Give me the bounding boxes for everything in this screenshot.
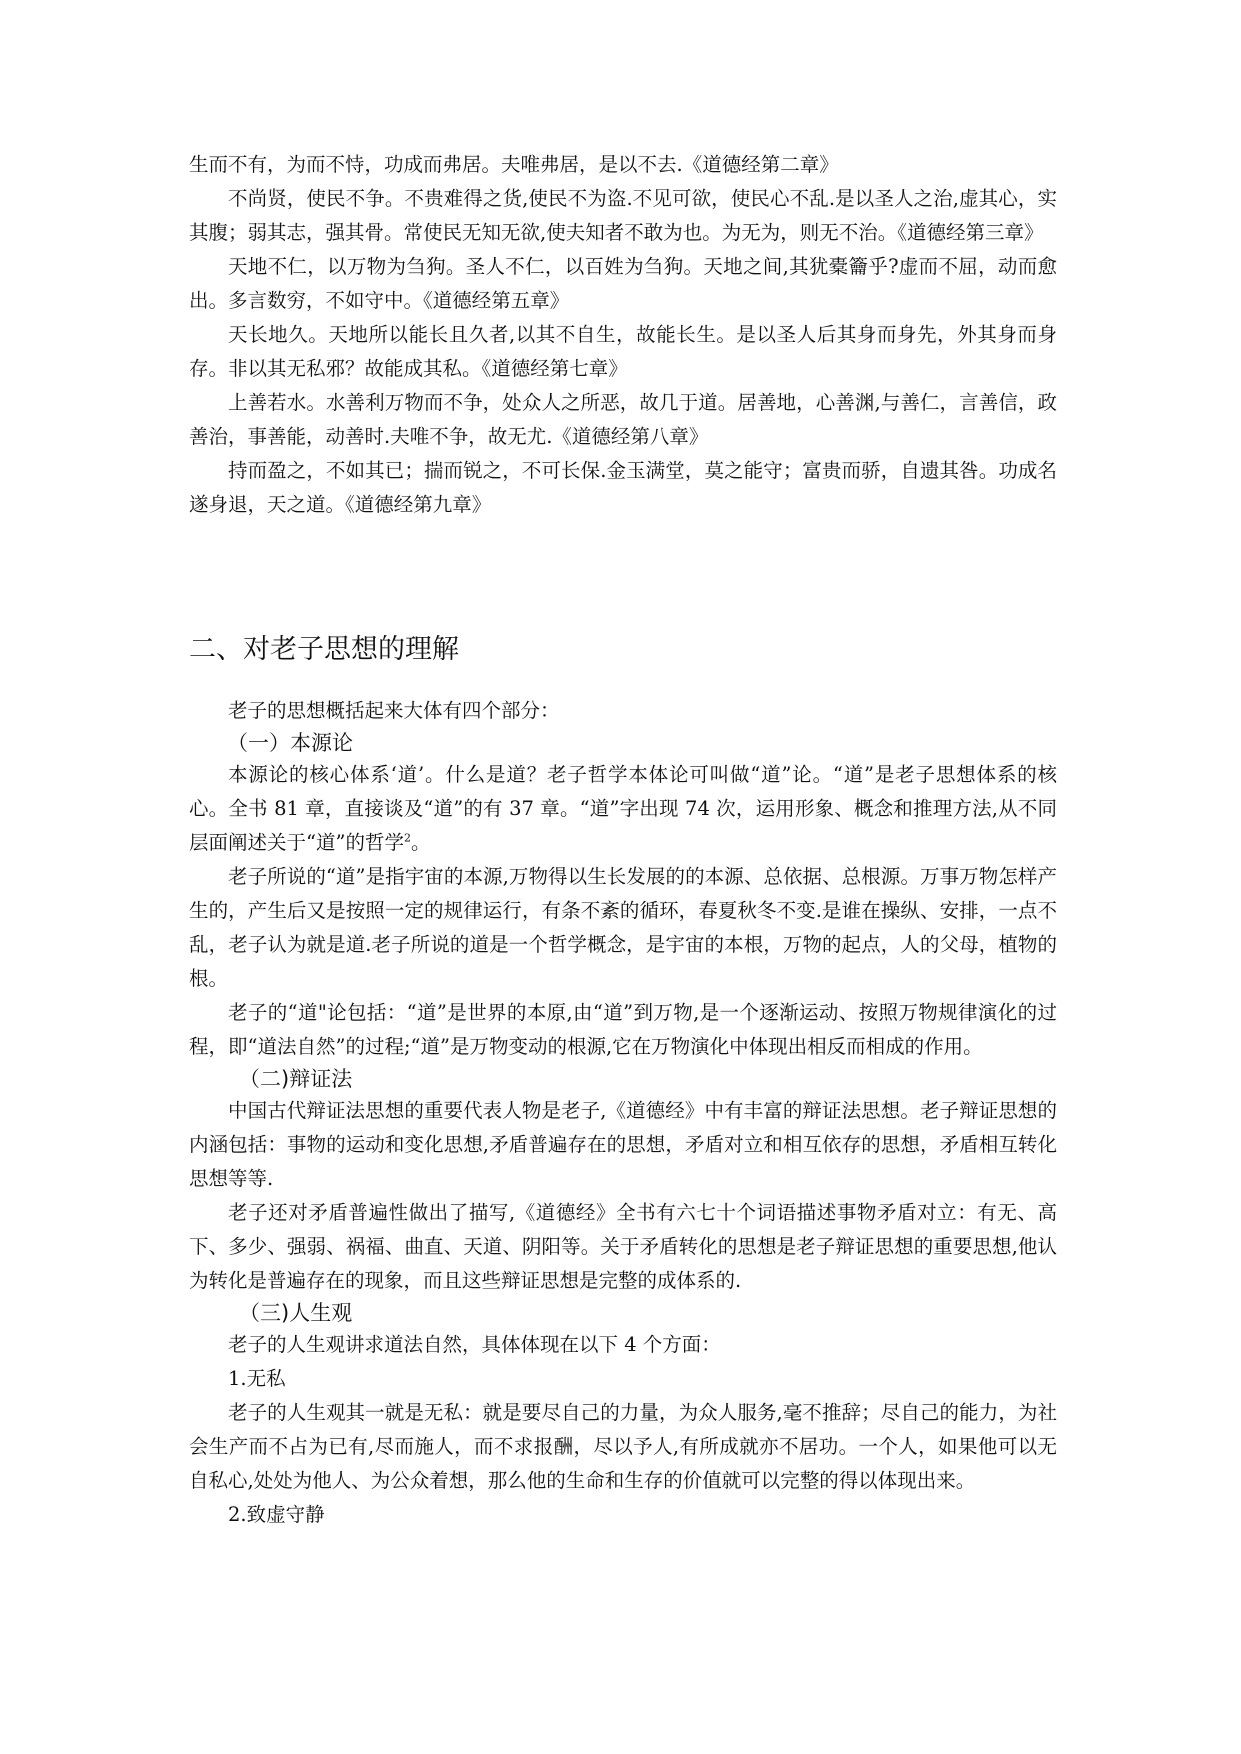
- origin-paragraph-2: 老子所说的“道”是指宇宙的本源,万物得以生长发展的的本源、总依据、总根源。万事万物怎样产生的，产生后又是按照一定的规律运行，有条不紊的循环，春夏秋冬不变.是谁在操纵、安排，一点不乱，老子认为就是道.老子所说的道是一个哲学概念，是宇宙的本根，万物的起点，人的父母，植物的根。: [189, 865, 1057, 990]
- quote-paragraph-1: 生而不有，为而不恃，功成而弗居。夫唯弗居，是以不去.《道德经第二章》: [189, 153, 839, 176]
- section-heading: 二、对老子思想的理解: [189, 634, 459, 665]
- quote-paragraph-6: 持而盈之，不如其已；揣而锐之，不可长保.金玉满堂，莫之能守；富贵而骄，自遗其咎。功成名遂身退，天之道。《道德经第九章》: [189, 459, 1057, 516]
- footnote-marker[interactable]: 2: [403, 831, 411, 845]
- quote-paragraph-3: 天地不仁，以万物为刍狗。圣人不仁，以百姓为刍狗。天地之间,其犹橐籥乎?虚而不屈，动而愈出。多言数穷，不如守中。《道德经第五章》: [189, 255, 1057, 312]
- origin-paragraph-1-text: 本源论的核心体系‘道’。什么是道？老子哲学本体论可叫做“道”论。“道”是老子思想体系的核心。全书 81 章，直接谈及“道”的有 37 章。“道”字出现 74 次，运用形象、概念和推理方法,从不同层面阐述关于“道”的哲学: [189, 763, 1057, 854]
- origin-paragraph-1-end: 。: [410, 831, 431, 854]
- subheading-dialectics: （二)辩证法: [239, 1067, 353, 1091]
- origin-paragraph-1: [189, 758, 1057, 860]
- subheading-outlook-on-life: （三)人生观: [239, 1301, 353, 1325]
- dialectics-paragraph-2: 老子还对矛盾普遍性做出了描写,《道德经》全书有六七十个词语描述事物矛盾对立：有无、高下、多少、强弱、祸福、曲直、天道、阴阳等。关于矛盾转化的思想是老子辩证思想的重要思想,他认为转化是普遍存在的现象，而且这些辩证思想是完整的成体系的.: [189, 1201, 1057, 1292]
- quote-paragraph-5: 上善若水。水善利万物而不争，处众人之所恶，故几于道。居善地，心善渊,与善仁，言善信，政善治，事善能，动善时.夫唯不争，故无尤.《道德经第八章》: [189, 391, 1057, 448]
- quote-paragraph-2: 不尚贤，使民不争。不贵难得之货,使民不为盗.不见可欲，使民心不乱.是以圣人之治,虚其心，实其腹；弱其志，强其骨。常使民无知无欲,使夫知者不敢为也。为无为，则无不治。《道德经第三章》: [189, 187, 1057, 244]
- quote-block: [189, 148, 1057, 522]
- quote-paragraph-4: 天长地久。天地所以能长且久者,以其不自生，故能长生。是以圣人后其身而身先，外其身而身存。非以其无私邪？故能成其私。《道德经第七章》: [189, 323, 1057, 380]
- outlook-item-1-text: 老子的人生观其一就是无私：就是要尽自己的力量，为众人服务,毫不推辞；尽自己的能力，为社会生产而不占为已有,尽而施人，而不求报酬，尽以予人,有所成就亦不居功。一个人，如果他可以无自私心,处处为他人、为公众着想，那么他的生命和生存的价值就可以完整的得以体现出来。: [189, 1401, 1057, 1492]
- section-intro: 老子的思想概括起来大体有四个部分：: [228, 699, 560, 722]
- subheading-origin-theory: （一）本源论: [227, 731, 353, 755]
- outlook-item-1-title: 1.无私: [228, 1367, 286, 1390]
- outlook-intro: 老子的人生观讲求道法自然，具体体现在以下 4 个方面：: [228, 1333, 721, 1356]
- outlook-item-2-title: 2.致虚守静: [228, 1503, 325, 1526]
- origin-paragraph-3: 老子的“道"论包括：“道”是世界的本原,由“道”到万物,是一个逐渐运动、按照万物规律演化的过程，即“道法自然”的过程;“道”是万物变动的根源,它在万物演化中体现出相反而相成的作用。: [189, 1001, 1057, 1058]
- dialectics-paragraph-1: 中国古代辩证法思想的重要代表人物是老子,《道德经》中有丰富的辩证法思想。老子辩证思想的内涵包括：事物的运动和变化思想,矛盾普遍存在的思想，矛盾对立和相互依存的思想，矛盾相互转化思想等等.: [189, 1099, 1057, 1190]
